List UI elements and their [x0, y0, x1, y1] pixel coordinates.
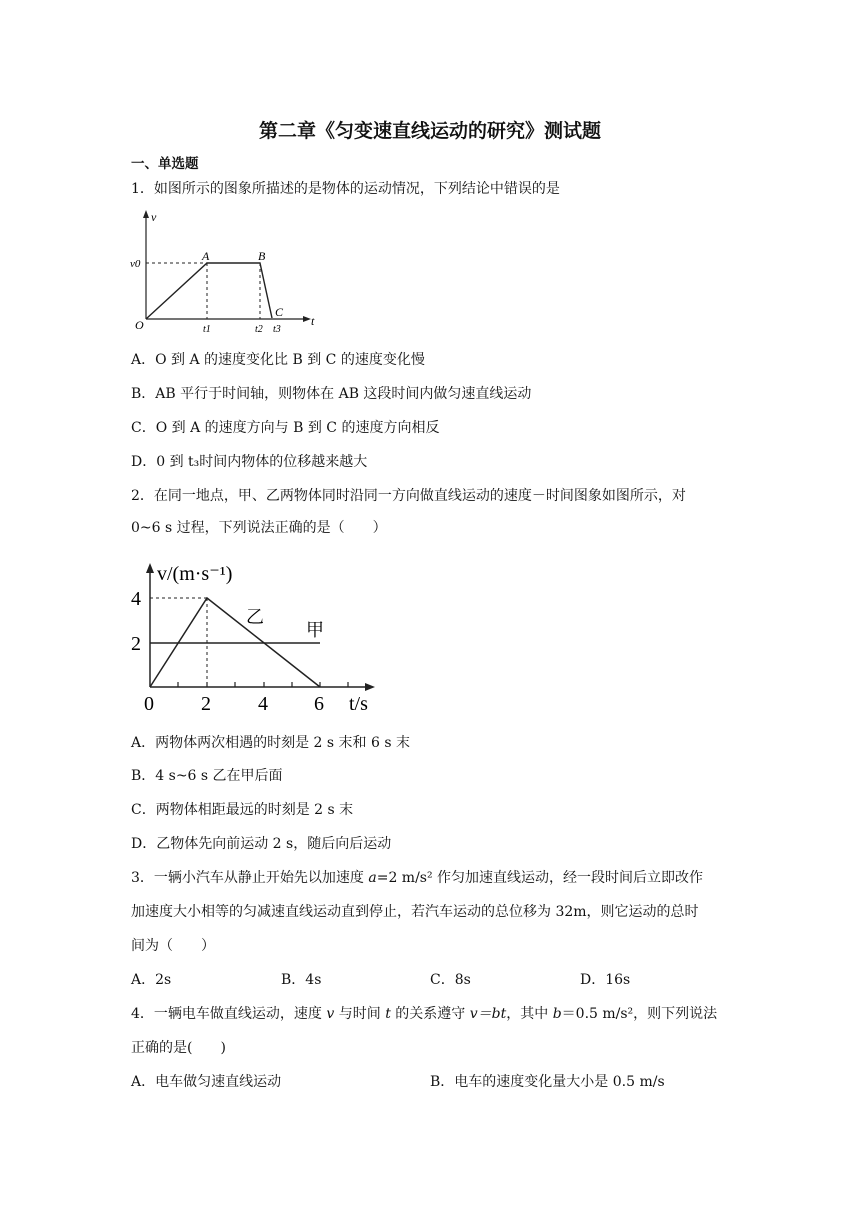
q3-var-a: a	[368, 870, 377, 886]
t-axis-label: t	[311, 314, 315, 328]
question-1-vt-graph	[130, 205, 330, 335]
question-2-option-d: D．乙物体先向前运动 2 s，随后向后运动	[131, 836, 392, 852]
time-axis-label: t/s	[349, 693, 368, 715]
series-jia-label: 甲	[306, 620, 324, 640]
question-2-option-c: C．两物体相距最远的时刻是 2 s 末	[131, 802, 354, 818]
q4-text-d: ，其中	[506, 1006, 553, 1022]
point-c-label: C	[275, 305, 284, 319]
section-heading: 一、单选题	[131, 156, 199, 172]
velocity-axis-label: v/(m·s⁻¹)	[157, 563, 233, 585]
question-1-option-b: B．AB 平行于时间轴，则物体在 AB 这段时间内做匀速直线运动	[131, 386, 532, 402]
question-2-stem-line-2: 0~6 s 过程，下列说法正确的是（ ）	[131, 520, 387, 536]
y-tick-4: 4	[131, 588, 141, 610]
t2-label: t2	[255, 324, 263, 335]
q3-text-pre: 3．一辆小汽车从静止开始先以加速度	[131, 870, 369, 886]
question-1-option-d: D．0 到 t₃时间内物体的位移越来越大	[131, 454, 368, 470]
x-tick-0: 0	[144, 693, 154, 715]
question-3-line-2: 加速度大小相等的匀减速直线运动直到停止，若汽车运动的总位移为 32m，则它运动的总时	[131, 904, 699, 920]
q3-text-post: =2 m/s² 作匀加速直线运动，经一段时间后立即改作	[376, 870, 704, 886]
q4-text-b: 与时间	[334, 1006, 386, 1022]
q4-equation: v＝bt	[469, 1006, 507, 1022]
question-1-stem: 1．如图所示的图象所描述的是物体的运动情况，下列结论中错误的是	[131, 181, 560, 197]
question-3-option-d: D．16s	[580, 972, 631, 988]
q4-var-v: v	[326, 1006, 335, 1022]
question-4-option-a: A．电车做匀速直线运动	[131, 1074, 282, 1090]
x-tick-2: 2	[201, 693, 211, 715]
v-axis-label: v	[151, 210, 157, 224]
question-1-option-a: A．O 到 A 的速度变化比 B 到 C 的速度变化慢	[131, 352, 425, 368]
page-title: 第二章《匀变速直线运动的研究》测试题	[258, 120, 601, 142]
question-2-option-b: B．4 s~6 s 乙在甲后面	[131, 768, 283, 784]
question-4-line-1	[131, 1003, 717, 1023]
question-2-stem-line-1: 2．在同一地点，甲、乙两物体同时沿同一方向做直线运动的速度－时间图象如图所示，对	[131, 488, 686, 504]
question-4-option-b: B．电车的速度变化量大小是 0.5 m/s	[430, 1074, 665, 1090]
q4-var-b: b	[552, 1006, 562, 1022]
v0-label: v0	[130, 258, 141, 270]
question-3-option-b: B．4s	[281, 972, 322, 988]
t3-label: t3	[273, 324, 281, 335]
point-a-label: A	[202, 249, 210, 263]
x-tick-6: 6	[314, 693, 324, 715]
question-3-line-3: 间为（ ）	[131, 938, 215, 954]
q4-text-e: ＝0.5 m/s²，则下列说法	[561, 1006, 718, 1022]
question-2-option-a: A．两物体两次相遇的时刻是 2 s 末和 6 s 末	[131, 735, 410, 751]
q4-text-a: 4．一辆电车做直线运动，速度	[131, 1006, 327, 1022]
question-3-line-1	[131, 867, 703, 887]
point-b-label: B	[258, 249, 266, 263]
question-1-option-c: C．O 到 A 的速度方向与 B 到 C 的速度方向相反	[131, 420, 440, 436]
q4-var-t: t	[385, 1006, 391, 1022]
series-yi-label: 乙	[246, 607, 264, 627]
q4-text-c: 的关系遵守	[390, 1006, 470, 1022]
question-2-vt-graph	[125, 558, 390, 718]
y-tick-2: 2	[131, 633, 141, 655]
point-o-label: O	[135, 318, 144, 332]
x-tick-4: 4	[258, 693, 268, 715]
t1-label: t1	[203, 324, 211, 335]
question-4-line-2: 正确的是( )	[131, 1040, 226, 1056]
question-3-option-a: A．2s	[131, 972, 172, 988]
question-3-option-c: C．8s	[430, 972, 471, 988]
